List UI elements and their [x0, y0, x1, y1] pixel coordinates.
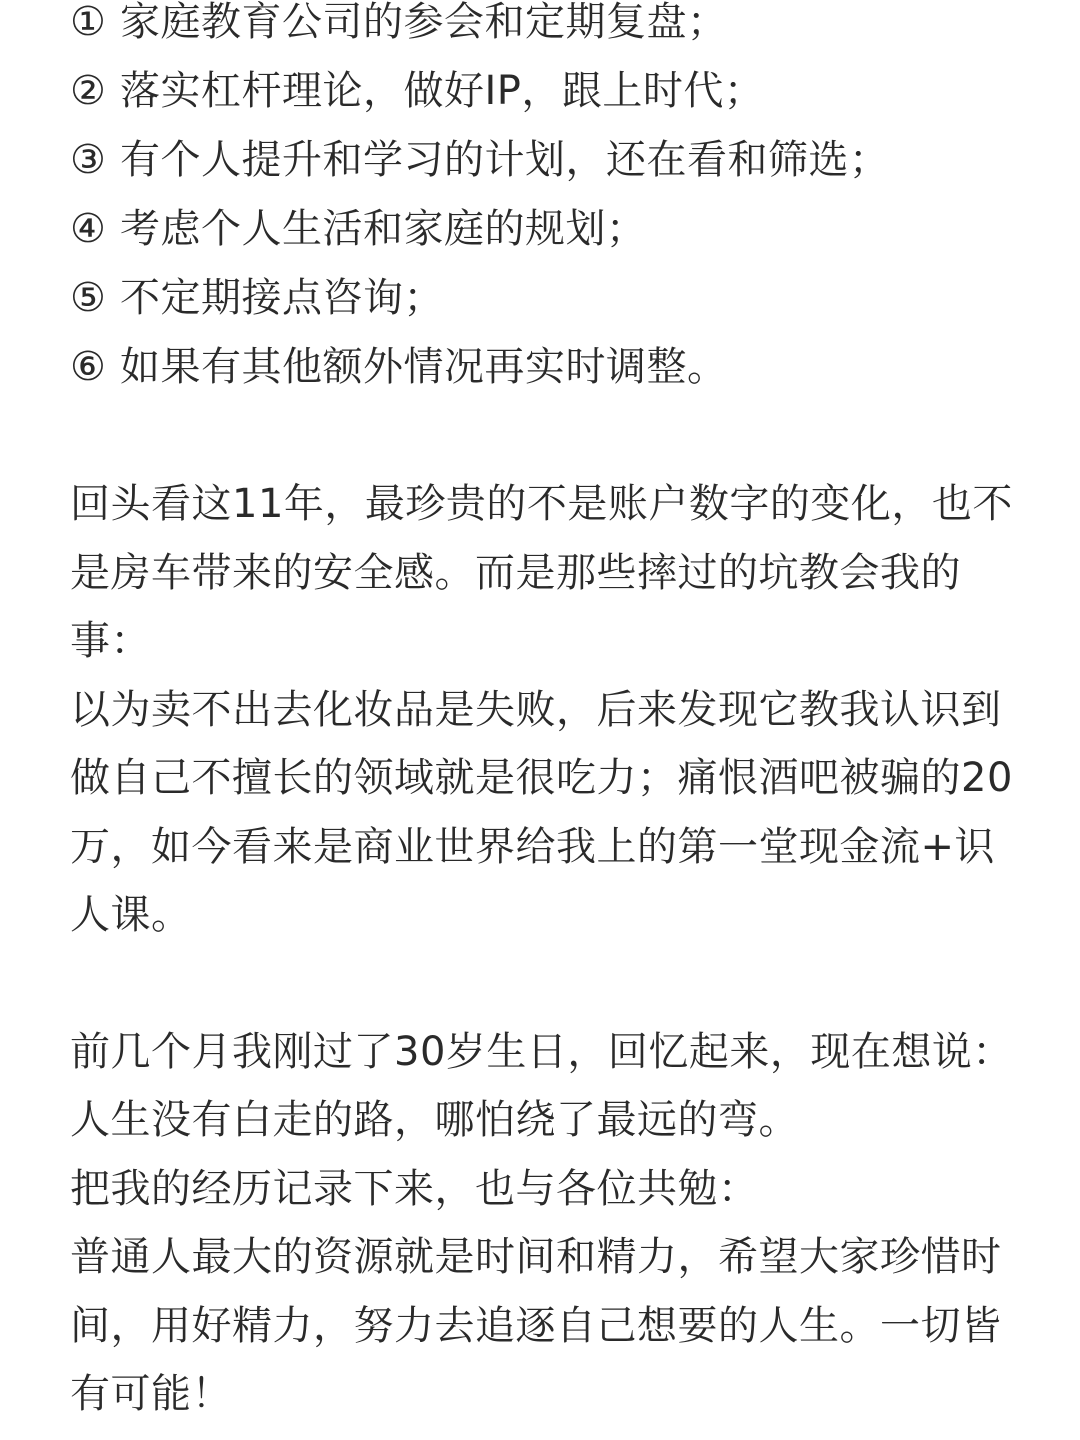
list-marker: ⑥	[70, 344, 107, 390]
list-item	[70, 57, 1015, 126]
list-item-text: 落实杠杆理论，做好IP，跟上时代；	[120, 68, 765, 114]
list-marker: ③	[70, 137, 107, 183]
article-body	[70, 0, 1015, 1429]
list-item	[70, 126, 1015, 195]
list-marker: ①	[70, 0, 107, 45]
list-item	[70, 333, 1015, 402]
plan-list	[70, 0, 1015, 402]
paragraph-spacer	[70, 402, 1015, 470]
list-item-text: 如果有其他额外情况再实时调整。	[120, 344, 728, 390]
closing-paragraph: 普通人最大的资源就是时间和精力，希望大家珍惜时间，用好精力，努力去追逐自己想要的人生。一切皆有可能！	[70, 1234, 1002, 1417]
list-item-text: 不定期接点咨询；	[120, 275, 444, 321]
list-item	[70, 0, 1015, 57]
list-marker: ②	[70, 68, 107, 114]
list-item-text: 有个人提升和学习的计划，还在看和筛选；	[120, 137, 890, 183]
list-item-text: 家庭教育公司的参会和定期复盘；	[120, 0, 728, 45]
list-marker: ④	[70, 206, 107, 252]
closing-paragraph: 前几个月我刚过了30岁生日，回忆起来，现在想说：人生没有白走的路，哪怕绕了最远的弯。	[70, 1028, 1013, 1143]
list-item	[70, 264, 1015, 333]
list-item	[70, 195, 1015, 264]
reflection-paragraph: 以为卖不出去化妆品是失败，后来发现它教我认识到做自己不擅长的领域就是很吃力；痛恨酒吧被骗的20万，如今看来是商业世界给我上的第一堂现金流+识人课。	[70, 686, 1013, 938]
list-marker: ⑤	[70, 275, 107, 321]
closing-paragraph: 把我的经历记录下来，也与各位共勉：	[70, 1165, 759, 1212]
paragraph-spacer	[70, 950, 1015, 1018]
reflection-paragraph: 回头看这11年，最珍贵的不是账户数字的变化，也不是房车带来的安全感。而是那些摔过的坑教会我的事：	[70, 481, 1013, 664]
list-item-text: 考虑个人生活和家庭的规划；	[120, 206, 647, 252]
